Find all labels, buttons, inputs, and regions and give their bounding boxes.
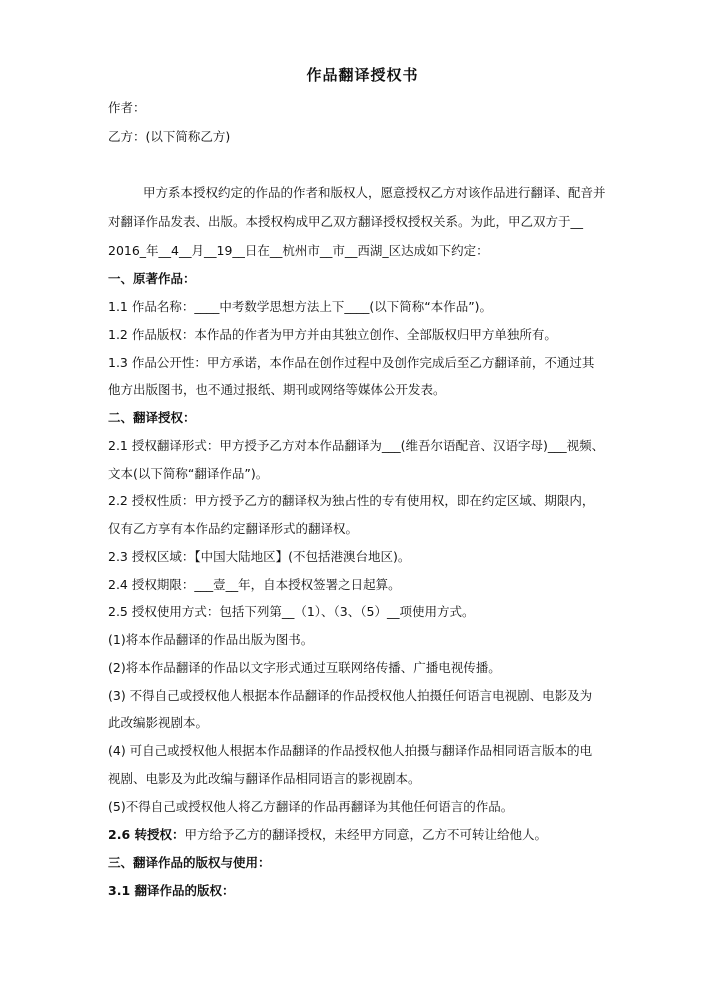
clause-1-1: 1.1 作品名称：____中考数学思想方法上下____(以下简称“本作品”)。 — [108, 299, 493, 314]
clause-2-6-text: 甲方给予乙方的翻译授权，未经甲方同意，乙方不可转让给他人。 — [184, 827, 548, 842]
clause-1-3-line-1: 1.3 作品公开性：甲方承诺，本作品在创作过程中及创作完成后至乙方翻译前，不通过其 — [108, 355, 595, 370]
author-line: 作者： — [108, 100, 146, 115]
usage-item-5: (5)不得自己或授权他人将乙方翻译的作品再翻译为其他任何语言的作品。 — [108, 799, 514, 814]
usage-item-2: (2)将本作品翻译的作品以文字形式通过互联网络传播、广播电视传播。 — [108, 660, 501, 675]
clause-2-2-line-1: 2.2 授权性质：甲方授予乙方的翻译权为独占性的专有使用权，即在约定区域、期限内， — [108, 493, 595, 508]
clause-2-1-line-2: 文本(以下简称“翻译作品”)。 — [108, 466, 269, 481]
section-heading-2: 二、翻译授权： — [108, 410, 196, 425]
clause-1-2: 1.2 作品版权：本作品的作者为甲方并由其独立创作、全部版权归甲方单独所有。 — [108, 327, 557, 342]
clause-2-4: 2.4 授权期限：___壹__年，自本授权签署之日起算。 — [108, 577, 401, 592]
section-heading-3: 三、翻译作品的版权与使用： — [108, 855, 271, 870]
clause-2-5: 2.5 授权使用方式：包括下列第__（1）、（3、（5）__项使用方式。 — [108, 604, 475, 619]
usage-item-1: (1)将本作品翻译的作品出版为图书。 — [108, 632, 314, 647]
preamble-line-2: 对翻译作品发表、出版。本授权构成甲乙双方翻译授权授权关系。为此，甲乙双方于__ — [108, 214, 584, 229]
preamble-line-1: 甲方系本授权约定的作品的作者和版权人，愿意授权乙方对该作品进行翻译、配音并 — [143, 185, 606, 200]
section-heading-1: 一、原著作品： — [108, 271, 196, 286]
usage-item-4-line-1: (4) 可自己或授权他人根据本作品翻译的作品授权他人拍摄与翻译作品相同语言版本的电 — [108, 743, 593, 758]
clause-2-6-heading: 2.6 转授权： — [108, 827, 185, 842]
preamble-line-3: 2016_年__4__月__19__日在__杭州市__市__西湖_区达成如下约定： — [108, 243, 489, 258]
clause-1-3-line-2: 他方出版图书，也不通过报纸、期刊或网络等媒体公开发表。 — [108, 382, 446, 397]
document-title: 作品翻译授权书 — [306, 66, 419, 84]
clause-2-3: 2.3 授权区域：【中国大陆地区】(不包括港澳台地区)。 — [108, 549, 411, 564]
usage-item-3-line-2: 此改编影视剧本。 — [108, 715, 209, 730]
clause-2-6 — [108, 826, 547, 844]
clause-3-1: 3.1 翻译作品的版权： — [108, 883, 235, 898]
clause-2-1-line-1: 2.1 授权翻译形式：甲方授予乙方对本作品翻译为___(维吾尔语配音、汉语字母)___视频、 — [108, 438, 605, 453]
clause-2-2-line-2: 仅有乙方享有本作品约定翻译形式的翻译权。 — [108, 521, 359, 536]
usage-item-3-line-1: (3) 不得自己或授权他人根据本作品翻译的作品授权他人拍摄任何语言电视剧、电影及为 — [108, 688, 593, 703]
usage-item-4-line-2: 视剧、电影及为此改编与翻译作品相同语言的影视剧本。 — [108, 771, 421, 786]
party-b-line: 乙方：(以下简称乙方) — [108, 129, 231, 144]
